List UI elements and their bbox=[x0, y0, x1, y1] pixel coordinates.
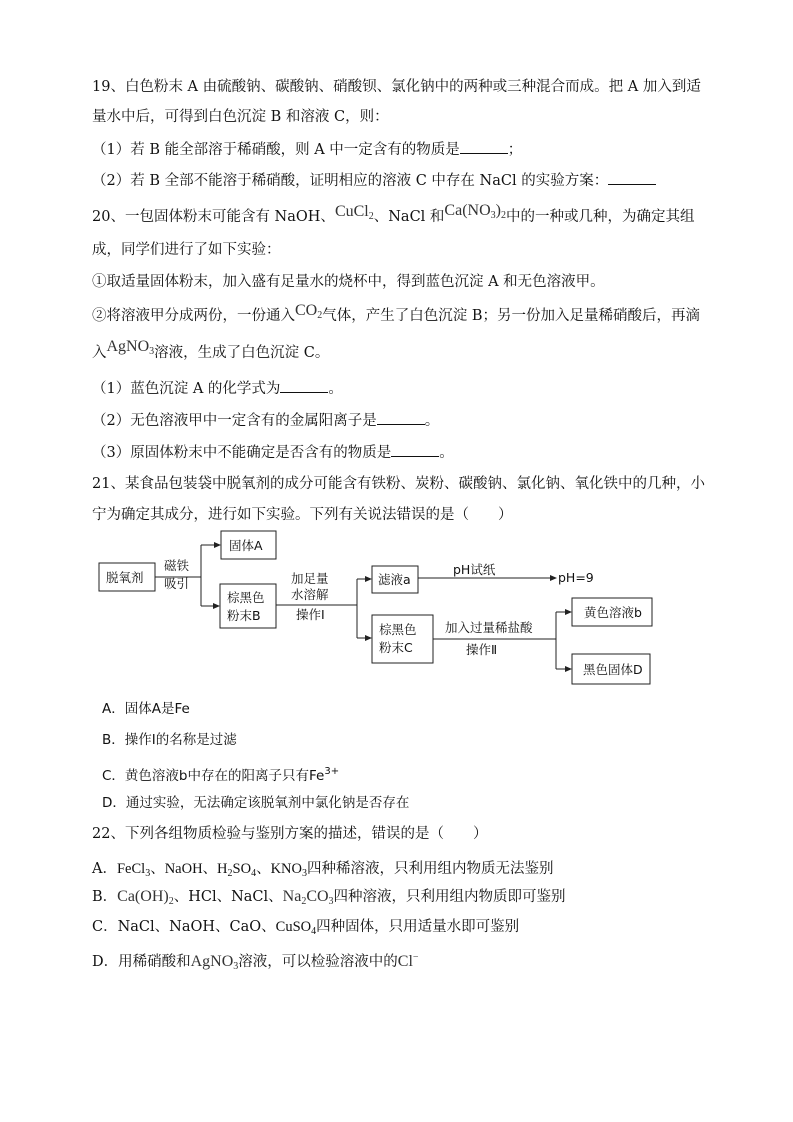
q19-sub1-end: ； bbox=[507, 142, 523, 158]
label-magnet2: 吸引 bbox=[164, 576, 190, 591]
label-start: 脱氧剂 bbox=[106, 570, 144, 585]
q21-option-c[interactable]: C．黄色溶液b中存在的阳离子只有$Fe^{3+}$ bbox=[102, 766, 340, 784]
label-yellow: 黄色溶液b bbox=[584, 605, 642, 620]
label-brown-c2: 粉末C bbox=[379, 640, 413, 655]
q20-line1-c: 中的一种或几种，为确定其组 bbox=[505, 209, 695, 225]
q20-step2-b: 气体，产生了白色沉淀 B；另一份加入足量稀硝酸后，再滴 bbox=[322, 308, 700, 324]
formula-agno3: AgNO$_3$ bbox=[106, 338, 155, 357]
q20-sub2: （2）无色溶液甲中一定含有的金属阳离子是 。 bbox=[92, 410, 439, 431]
q22-option-d[interactable]: D．用稀硝酸和AgNO$_3$溶液，可以检验溶液中的Cl− bbox=[92, 952, 419, 972]
q20-step2-a: ②将溶液甲分成两份，一份通入 bbox=[92, 308, 295, 324]
q20-step3-b: 溶液，生成了白色沉淀 C。 bbox=[154, 345, 330, 361]
q22-option-b[interactable]: B．$Ca(OH)_2$、HCl、NaCl、$Na_2CO_3$四种溶液，只利用组内物质即可鉴别 bbox=[92, 888, 566, 907]
q20-line2: 成，同学们进行了如下实验： bbox=[92, 242, 281, 258]
label-ph-result: pH=9 bbox=[558, 570, 594, 585]
label-op1: 操作I bbox=[296, 607, 325, 622]
label-black: 黑色固体D bbox=[583, 662, 643, 677]
q21-option-b[interactable]: B．操作I的名称是过滤 bbox=[102, 732, 237, 748]
q22-option-a[interactable]: A．FeCl$_3$、NaOH、$H_2SO_4$、$KNO_3$四种稀溶液，只利用组内物质无法鉴别 bbox=[92, 861, 554, 879]
q22-option-c[interactable]: C．NaCl、NaOH、CaO、CuSO$_4$四种固体，只用适量水即可鉴别 bbox=[92, 919, 520, 937]
q19-sub1-text: （1）若 B 能全部溶于稀硝酸，则 A 中一定含有的物质是 bbox=[92, 142, 460, 158]
label-op2: 操作Ⅱ bbox=[466, 642, 498, 657]
q22-stem: 22、下列各组物质检验与鉴别方案的描述，错误的是（ ） bbox=[92, 826, 488, 842]
q20-sub3: （3）原固体粉末中不能确定是否含有的物质是 。 bbox=[92, 442, 454, 463]
label-brown-b1: 棕黑色 bbox=[227, 590, 265, 605]
q20-sub1: （1）蓝色沉淀 A 的化学式为 。 bbox=[92, 378, 343, 399]
q21-line1: 21、某食品包装袋中脱氧剂的成分可能含有铁粉、炭粉、碳酸钠、氯化钠、氧化铁中的几种，小 bbox=[92, 476, 705, 492]
label-water2: 水溶解 bbox=[291, 587, 329, 602]
q20-step3-a: 入 bbox=[92, 345, 107, 361]
q19-line2: 量水中后，可得到白色沉淀 B 和溶液 C，则： bbox=[92, 109, 389, 125]
q20-line1-b: 、NaCl 和 bbox=[373, 209, 445, 225]
formula-cano32: $Ca(NO_3)_2$ bbox=[444, 202, 506, 221]
formula-co2: $CO_2$ bbox=[295, 302, 323, 321]
q19-line1: 19、白色粉末 A 由硫酸钠、碳酸钠、硝酸钡、氯化钠中的两种或三种混合而成。把 A 加入到适 bbox=[92, 79, 701, 95]
q21-line2: 宁为确定其成分，进行如下实验。下列有关说法错误的是（ ） bbox=[92, 507, 513, 523]
q19-sub2-text: （2）若 B 全部不能溶于稀硝酸，证明相应的溶液 C 中存在 NaCl 的实验方案： bbox=[92, 173, 609, 189]
q21-option-a[interactable]: A．固体A是Fe bbox=[102, 701, 190, 717]
label-ph-paper: pH试纸 bbox=[453, 562, 496, 577]
q20-line1-a: 20、一包固体粉末可能含有 NaOH、 bbox=[92, 209, 335, 225]
label-brown-c1: 棕黑色 bbox=[379, 622, 417, 637]
label-filtrate: 滤液a bbox=[378, 572, 411, 587]
label-solid-a: 固体A bbox=[229, 538, 263, 553]
formula-cucl2: CuCl$_2$ bbox=[334, 203, 374, 222]
label-acid: 加入过量稀盐酸 bbox=[445, 620, 533, 635]
label-water1: 加足量 bbox=[291, 571, 329, 586]
label-brown-b2: 粉末B bbox=[227, 608, 261, 623]
q21-option-d[interactable]: D．通过实验，无法确定该脱氧剂中氯化钠是否存在 bbox=[102, 795, 410, 811]
q20-step1: ①取适量固体粉末，加入盛有足量水的烧杯中，得到蓝色沉淀 A 和无色溶液甲。 bbox=[92, 274, 605, 290]
label-magnet1: 磁铁 bbox=[164, 558, 190, 573]
